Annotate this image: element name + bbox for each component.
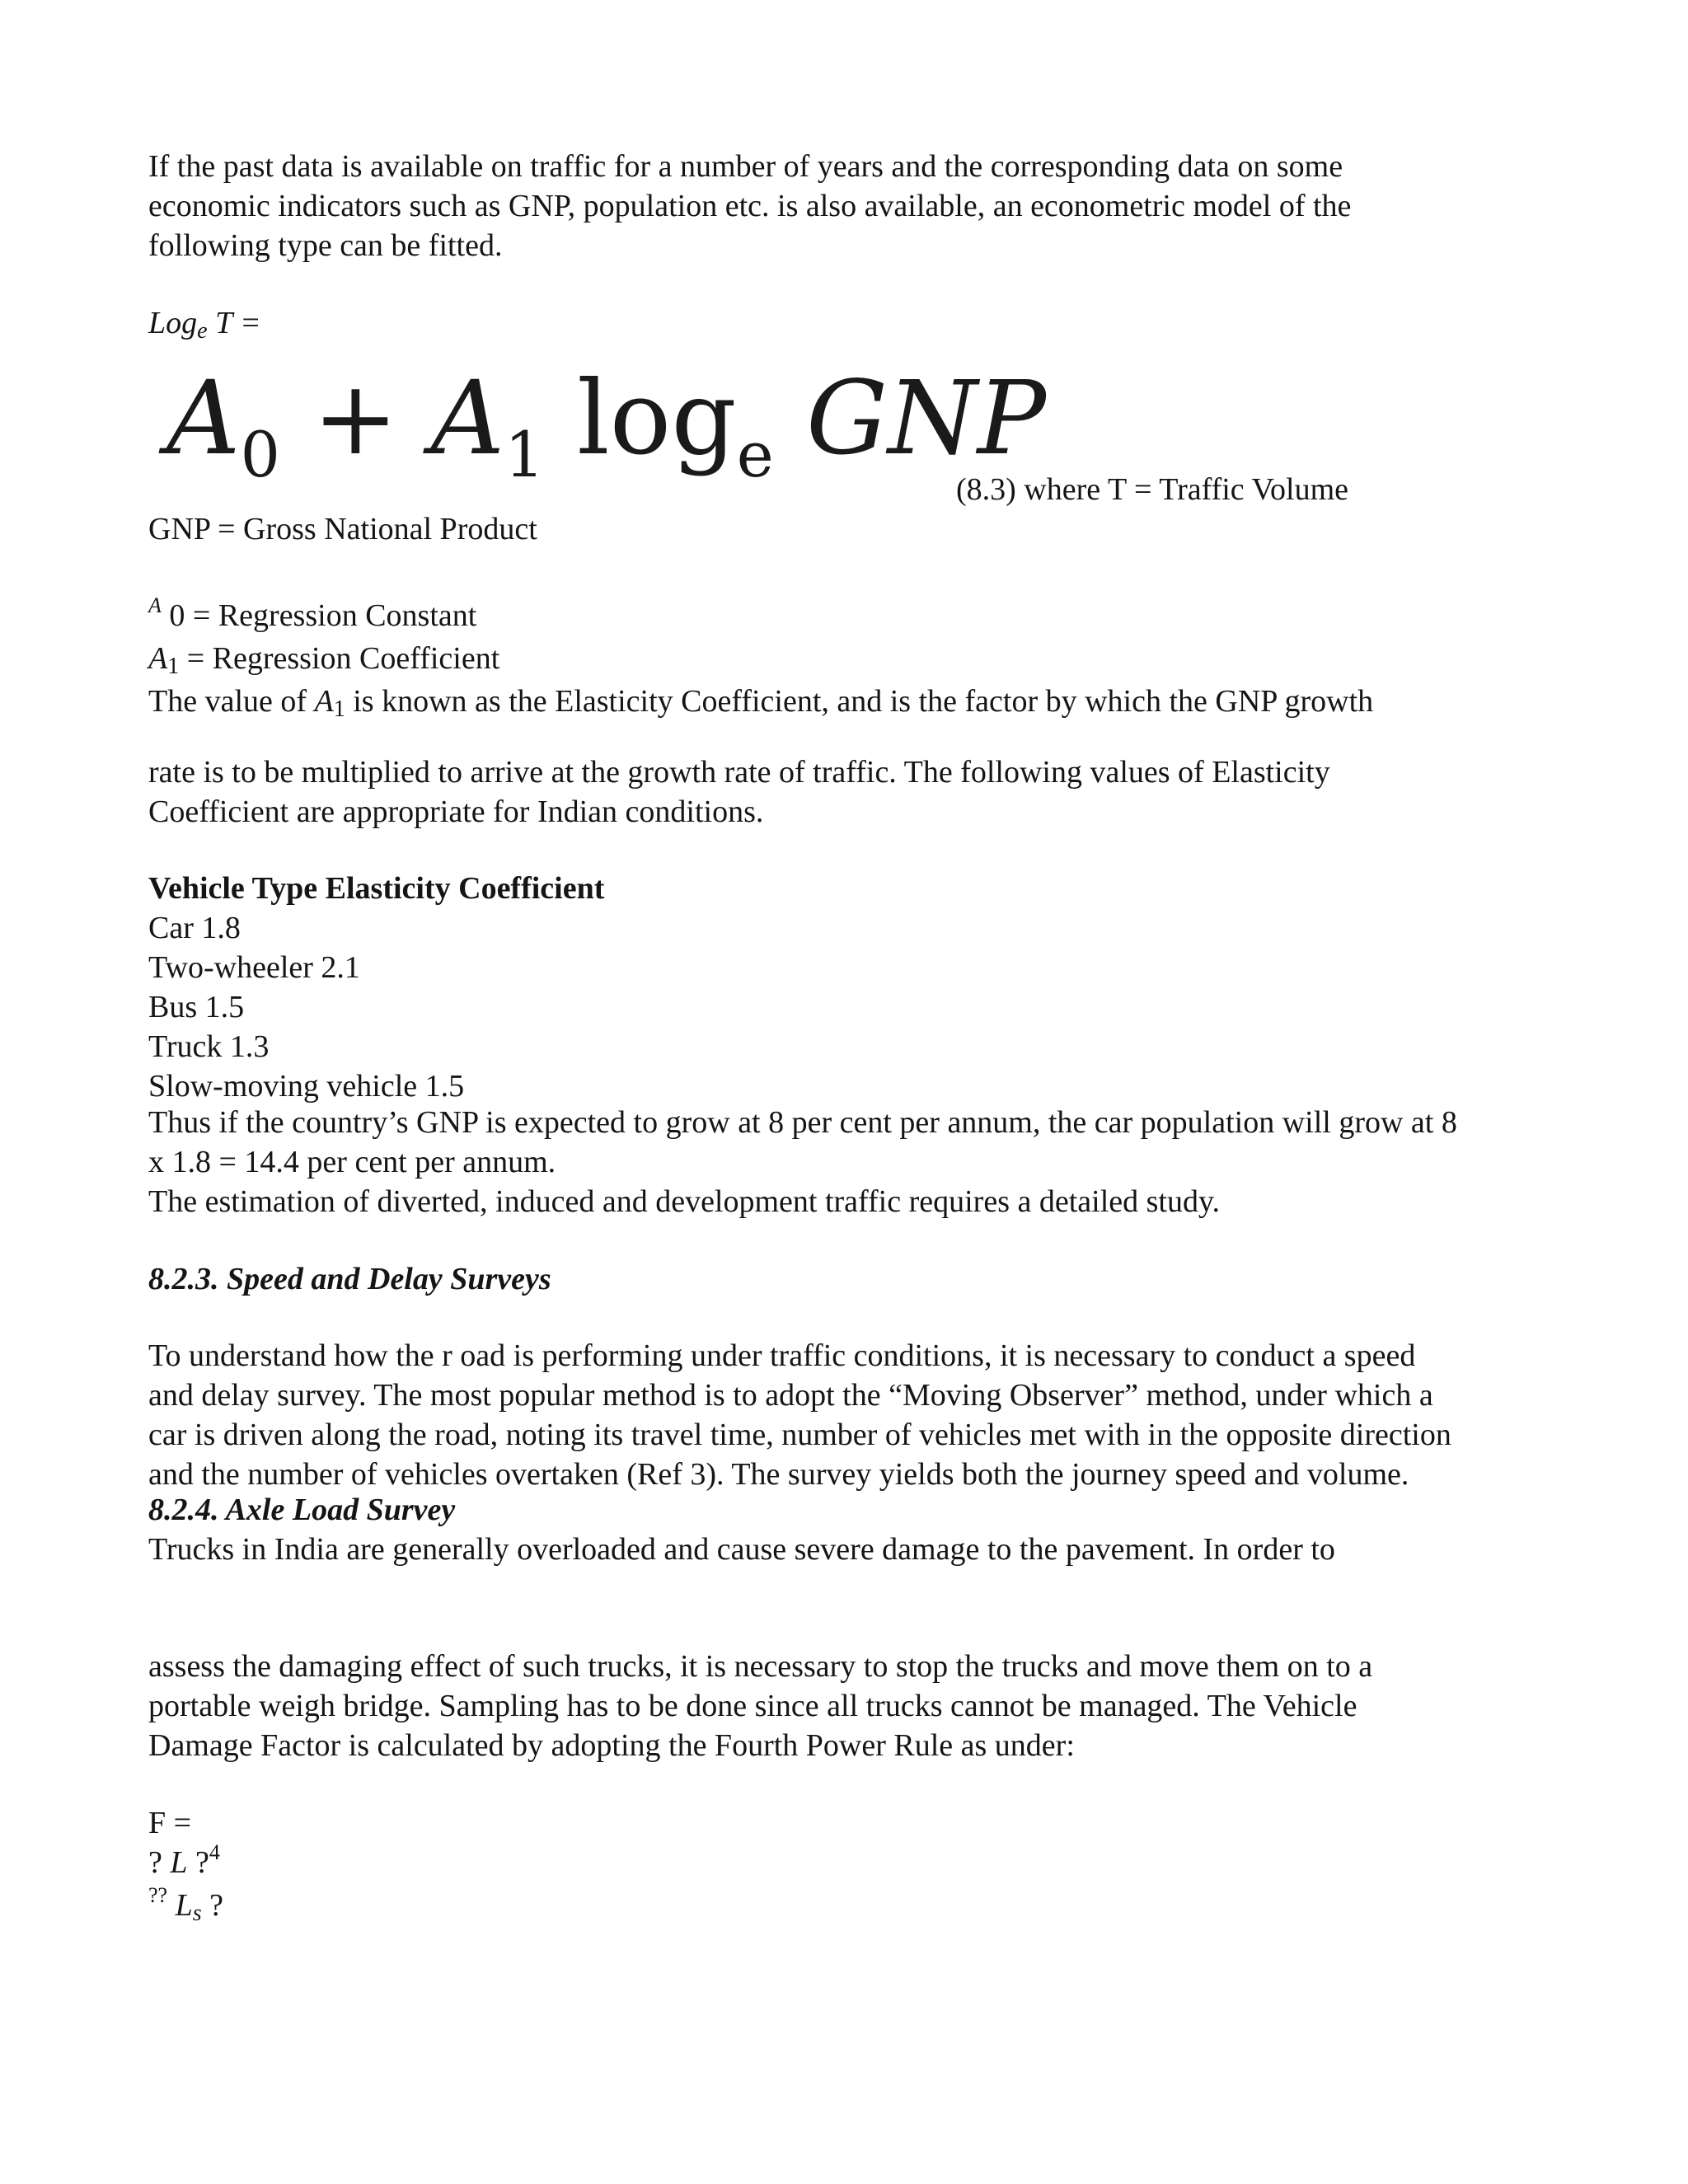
log-function: log <box>577 359 737 478</box>
coef-a1-sub: 1 <box>504 418 545 491</box>
formula-denominator <box>148 1883 1550 1929</box>
table-row: Truck 1.3 <box>148 1029 270 1064</box>
coef-a0: A <box>166 359 241 478</box>
a1-definition <box>148 639 1550 682</box>
text-line: car is driven along the road, noting its travel time, number of vehicles met with in the opposite direction <box>148 1418 1451 1452</box>
equation-reference: (8.3) where T = Traffic Volume <box>956 472 1349 507</box>
table-row: Car 1.8 <box>148 911 241 945</box>
section-heading: 8.2.3. Speed and Delay Surveys <box>148 1262 551 1296</box>
gnp-definition <box>148 509 1550 549</box>
table-row: Slow-moving vehicle 1.5 <box>148 1069 465 1104</box>
coef-a1: A <box>430 359 505 478</box>
section-axle-load <box>148 1490 1550 1569</box>
gnp-variable: GNP <box>806 359 1047 478</box>
text-line: following type can be fitted. <box>148 228 503 263</box>
intro-paragraph <box>148 147 1550 265</box>
text-line: assess the damaging effect of such trucks, it is necessary to stop the trucks and move them on to a <box>148 1649 1373 1684</box>
standard-load-sub: s <box>192 1900 202 1926</box>
log-base: e <box>197 318 208 344</box>
power-exponent: 4 <box>209 1840 220 1864</box>
text-line: If the past data is available on traffic for a number of years and the corresponding data on some <box>148 149 1343 184</box>
text-line: The estimation of diverted, induced and development traffic requires a detailed study. <box>148 1184 1220 1219</box>
text-line: and the number of vehicles overtaken (Ref 3). The survey yields both the journey speed and volume. <box>148 1457 1409 1492</box>
elasticity-line <box>148 682 1550 724</box>
a1-symbol: A <box>148 641 168 676</box>
regression-definitions <box>148 593 1550 724</box>
a0-symbol: A <box>148 593 162 617</box>
elasticity-table <box>148 869 1550 1106</box>
text-line: economic indicators such as GNP, population etc. is also available, an econometric model of the <box>148 189 1352 223</box>
bracket-glyph: ? <box>148 1845 171 1880</box>
text-line: x 1.8 = 14.4 per cent per annum. <box>148 1145 556 1179</box>
a1-sub: 1 <box>167 654 180 679</box>
bracket-glyph: ? <box>187 1845 209 1880</box>
continuation-paragraph <box>148 752 1550 832</box>
text-line: GNP = Gross National Product <box>148 512 537 546</box>
text-line: Thus if the country’s GNP is expected to grow at 8 per cent per annum, the car population will grow at 8 <box>148 1105 1457 1140</box>
log-function-base: e <box>736 418 774 491</box>
text-line: Trucks in India are generally overloaded and cause severe damage to the pavement. In order to <box>148 1532 1335 1567</box>
elasticity-symbol: A <box>314 684 334 719</box>
text-line: and delay survey. The most popular method is to adopt the “Moving Observer” method, under which a <box>148 1378 1433 1413</box>
standard-load-variable: L <box>175 1888 193 1923</box>
axle-load-paragraph <box>148 1647 1550 1765</box>
a0-definition <box>148 593 1550 639</box>
equation-lhs <box>148 303 1550 346</box>
table-row: Bus 1.5 <box>148 990 245 1024</box>
log-label: Log <box>148 306 198 340</box>
equation-image <box>166 359 1047 491</box>
coef-a0-sub: 0 <box>240 418 280 491</box>
text-line: To understand how the r oad is performing under traffic conditions, it is necessary to conduct a speed <box>148 1338 1416 1373</box>
thus-paragraph <box>148 1103 1550 1221</box>
bracket-glyph: ? <box>201 1888 224 1923</box>
text-line: Damage Factor is calculated by adopting the Fourth Power Rule as under: <box>148 1728 1075 1763</box>
formula-numerator <box>148 1840 1550 1886</box>
load-variable: L <box>170 1845 188 1880</box>
text-line: Coefficient are appropriate for Indian conditions. <box>148 794 764 829</box>
text-line: rate is to be multiplied to arrive at the growth rate of traffic. The following values of Elasticity <box>148 755 1330 790</box>
lhs-rest: T = <box>215 306 261 340</box>
bracket-glyph: ?? <box>148 1883 168 1907</box>
elasticity-post: is known as the Elasticity Coefficient, and is the factor by which the GNP growth <box>345 684 1374 719</box>
section-speed-delay <box>148 1259 1550 1299</box>
table-row: Two-wheeler 2.1 <box>148 950 360 985</box>
plus-sign: + <box>312 359 399 478</box>
elasticity-sub: 1 <box>333 696 345 722</box>
text-line: portable weigh bridge. Sampling has to be done since all trucks cannot be managed. The Vehicle <box>148 1689 1357 1723</box>
formula-lhs: F = <box>148 1806 192 1840</box>
elasticity-pre: The value of <box>148 684 315 719</box>
speed-delay-paragraph <box>148 1336 1550 1494</box>
a0-text: 0 = Regression Constant <box>161 598 477 633</box>
a1-text: = Regression Coefficient <box>179 641 500 676</box>
table-header: Vehicle Type Elasticity Coefficient <box>148 871 605 906</box>
section-heading: 8.2.4. Axle Load Survey <box>148 1493 456 1527</box>
damage-factor-formula <box>148 1803 1550 1929</box>
